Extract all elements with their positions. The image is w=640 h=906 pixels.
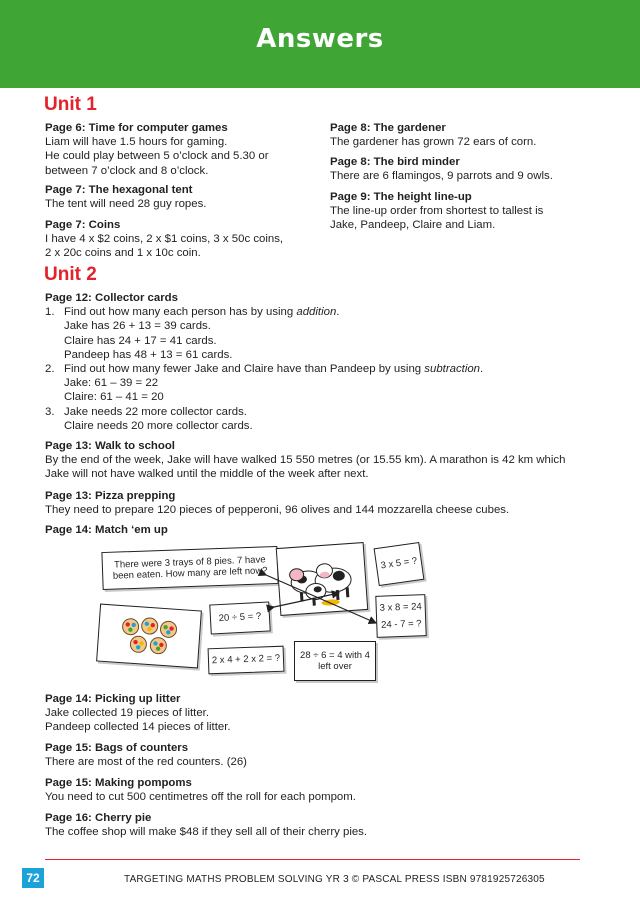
section-title: Page 7: The hexagonal tent: [45, 184, 193, 196]
answer-line: Jake: 61 – 39 = 22: [64, 377, 159, 390]
section-making-pompoms: [45, 776, 605, 804]
section-title: Page 15: Making pompoms: [45, 777, 192, 789]
answer-line: He could play between 5 o’clock and 5.30 or: [45, 150, 269, 163]
list-item: [45, 305, 605, 319]
section-height-lineup: [330, 190, 610, 233]
answer-line: The line-up order from shortest to tallest is: [330, 205, 544, 218]
equation-text: 3 x 8 = 24: [379, 600, 422, 614]
answer-line: By the end of the week, Jake will have walked 15 550 metres (or 15.55 km). A marathon is 42 km which: [45, 454, 566, 467]
answer-line: I have 4 x $2 coins, 2 x $1 coins, 3 x 50c coins,: [45, 233, 284, 246]
answer-line: Jake will not have walked until the middle of the week after next.: [45, 468, 369, 481]
section-title: Page 8: The gardener: [330, 122, 446, 134]
answer-text: Find out how many each person has by using: [64, 306, 297, 319]
section-coins: [45, 218, 315, 261]
list-item: [45, 405, 605, 419]
section-title: Page 16: Cherry pie: [45, 812, 152, 824]
section-title: Page 14: Match ‘em up: [45, 524, 168, 536]
unit-2-heading: Unit 2: [44, 264, 97, 285]
list-number: 2.: [45, 363, 55, 376]
answer-line: Liam will have 1.5 hours for gaming.: [45, 136, 228, 149]
answer-emphasis: subtraction: [424, 363, 481, 376]
section-pizza-prepping: [45, 489, 605, 517]
footer-divider: [45, 859, 580, 860]
answer-line: The gardener has grown 72 ears of corn.: [330, 136, 537, 149]
section-title: Page 9: The height line-up: [330, 191, 472, 203]
section-hexagonal-tent: [45, 183, 315, 211]
list-item: [45, 362, 605, 376]
section-walk-to-school: [45, 439, 605, 482]
footer-credit: TARGETING MATHS PROBLEM SOLVING YR 3 © PASCAL PRESS ISBN 9781925726305: [124, 874, 545, 885]
card-pies-question: There were 3 trays of 8 pies. 7 have been eaten. How many are left now?: [101, 546, 278, 590]
section-match-em-up: [45, 523, 605, 537]
match-arrows: [94, 541, 504, 688]
answer-line: Jake collected 19 pieces of litter.: [45, 707, 209, 720]
header-banner: [0, 0, 640, 88]
answer-line: Claire: 61 – 41 = 20: [64, 391, 164, 404]
answer-line: Pandeep has 48 + 13 = 61 cards.: [64, 348, 233, 361]
match-diagram: [94, 541, 504, 688]
answer-line: 2 x 20c coins and 1 x 10c coin.: [45, 247, 201, 260]
answer-line: Claire needs 20 more collector cards.: [64, 419, 253, 432]
answer-line: Jake has 26 + 13 = 39 cards.: [64, 320, 211, 333]
section-title: Page 7: Coins: [45, 219, 121, 231]
card-div-20-by-5: 20 ÷ 5 = ?: [209, 601, 270, 634]
section-cherry-pie: [45, 811, 605, 839]
section-picking-up-litter: [45, 692, 605, 735]
page-number-badge: 72: [22, 868, 44, 888]
answer-line: There are most of the red counters. (26): [45, 756, 247, 769]
answer-line: The coffee shop will make $48 if they sell all of their cherry pies.: [45, 826, 368, 839]
section-title: Page 12: Collector cards: [45, 292, 178, 304]
card-expression: 2 x 4 + 2 x 2 = ?: [208, 646, 285, 675]
card-mul-3-by-5: 3 x 5 = ?: [374, 542, 425, 586]
section-title: Page 8: The bird minder: [330, 156, 460, 168]
answer-line: between 7 o’clock and 8 o’clock.: [45, 164, 209, 177]
list-number: 3.: [45, 405, 55, 418]
list-number: 1.: [45, 306, 55, 319]
section-bird-minder: [330, 155, 610, 183]
card-div-28-by-6: 28 ÷ 6 = 4 with 4 left over: [294, 641, 376, 681]
answer-text: .: [336, 306, 340, 319]
answer-emphasis: addition: [296, 306, 337, 319]
section-title: Page 13: Pizza prepping: [45, 490, 176, 502]
answer-text: Find out how many fewer Jake and Claire have than Pandeep by using: [64, 363, 425, 376]
answer-line: They need to prepare 120 pieces of pepperoni, 96 olives and 144 mozzarella cheese cubes.: [45, 504, 510, 517]
answer-text: Jake needs 22 more collector cards.: [64, 405, 247, 418]
answer-line: You need to cut 500 centimetres off the roll for each pompom.: [45, 791, 356, 804]
section-title: Page 6: Time for computer games: [45, 122, 228, 134]
section-gardener: [330, 121, 610, 149]
answer-line: Claire has 24 + 17 = 41 cards.: [64, 334, 217, 347]
section-title: Page 13: Walk to school: [45, 440, 175, 452]
page-title: Answers: [256, 24, 384, 54]
section-computer-games: [45, 121, 315, 178]
answer-line: Pandeep collected 14 pieces of litter.: [45, 721, 231, 734]
answer-line: The tent will need 28 guy ropes.: [45, 198, 207, 211]
answer-text: .: [480, 363, 484, 376]
section-title: Page 14: Picking up litter: [45, 693, 181, 705]
section-title: Page 15: Bags of counters: [45, 742, 189, 754]
section-bags-of-counters: [45, 741, 605, 769]
answer-line: There are 6 flamingos, 9 parrots and 9 owls.: [330, 170, 553, 183]
equation-text: 24 - 7 = ?: [380, 618, 422, 631]
answer-line: Jake, Pandeep, Claire and Liam.: [330, 219, 496, 232]
section-collector-cards: [45, 291, 605, 433]
unit-1-heading: Unit 1: [44, 94, 97, 115]
